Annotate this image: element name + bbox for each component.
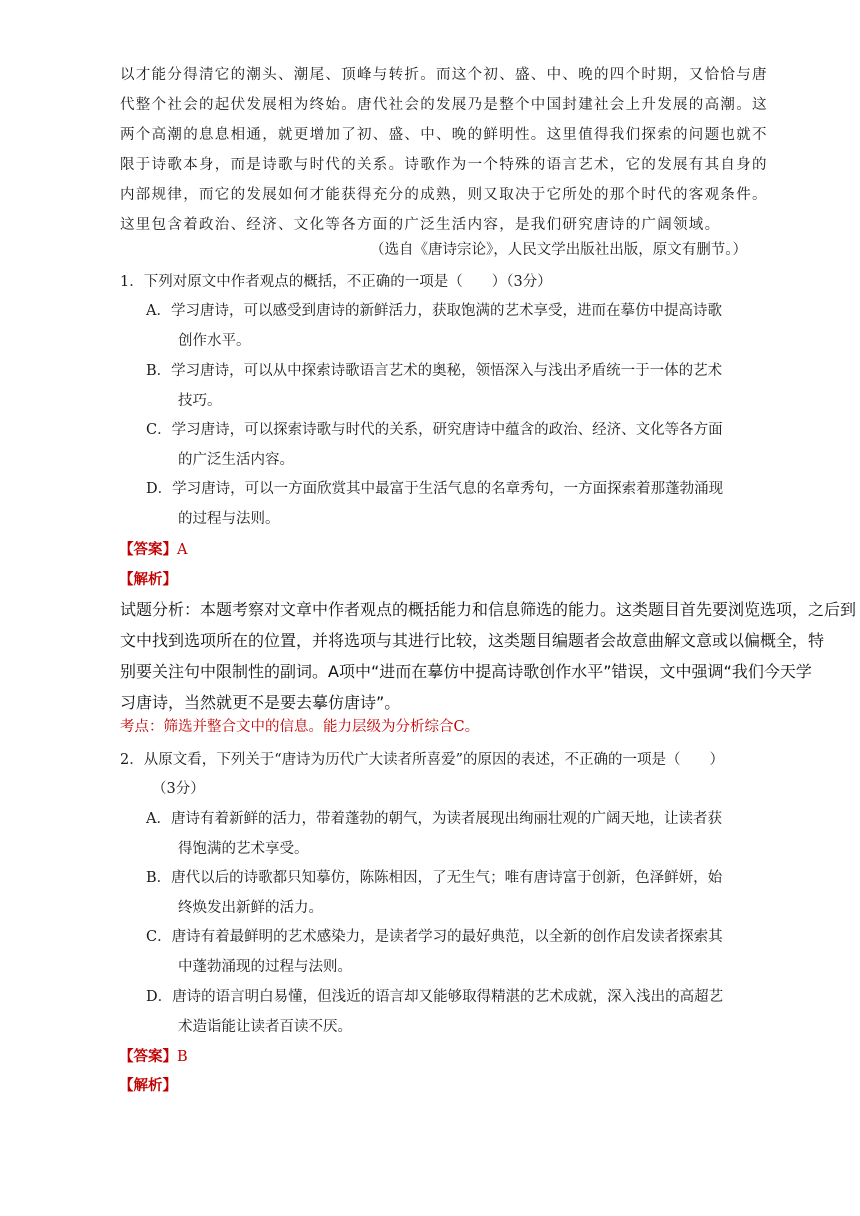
q1-option-d (146, 474, 756, 534)
q2-stem-line2: （3分） (152, 781, 205, 797)
passage-paragraph (120, 60, 768, 240)
option-text: B．唐代以后的诗歌都只知摹仿，陈陈相因，了无生气；唯有唐诗富于创新，色泽鲜妍，始 (146, 870, 723, 886)
option-text: A．唐诗有着新鲜的活力，带着蓬勃的朝气，为读者展现出绚丽壮观的广阔天地，让读者获 (146, 811, 722, 827)
q2-option-a (146, 804, 756, 864)
passage-line: 两个高潮的息息相通，就更增加了初、盛、中、晚的鲜明性。这里值得我们探索的问题也就不 (120, 127, 768, 143)
answer-value: B (177, 1049, 188, 1065)
answer-label: 【答案】 (119, 1048, 177, 1065)
q1-analysis-text (120, 594, 857, 718)
q1-answer (119, 538, 187, 559)
option-text-cont: 终焕发出新鲜的活力。 (178, 900, 323, 916)
option-text-cont: 中蓬勃涌现的过程与法则。 (178, 959, 352, 975)
q2-option-d (146, 982, 756, 1042)
passage-line: 内部规律，而它的发展如何才能获得充分的成熟，则又取决于它所处的那个时代的客观条件。 (120, 187, 768, 203)
passage-line: 这里包含着政治、经济、文化等各方面的广泛生活内容，是我们研究唐诗的广阔领域。 (120, 217, 721, 233)
analysis-line: 习唐诗，当然就更不是要去摹仿唐诗”。 (120, 693, 401, 712)
option-text-cont: 得饱满的艺术享受。 (178, 841, 309, 857)
passage-line: 以才能分得清它的潮头、潮尾、顶峰与转折。而这个初、盛、中、晚的四个时期，又恰恰与唐 (120, 67, 768, 83)
passage-line: 代整个社会的起伏发展相为终始。唐代社会的发展乃是整个中国封建社会上升发展的高潮。这 (120, 97, 768, 113)
analysis-line: 试题分析：本题考察对文章中作者观点的概括能力和信息筛选的能力。这类题目首先要浏览选项，之后到 (120, 600, 857, 619)
q1-option-c (146, 415, 756, 475)
option-text-cont: 创作水平。 (178, 333, 251, 349)
option-text: A．学习唐诗，可以感受到唐诗的新鲜活力，获取饱满的艺术享受，进而在摹仿中提高诗歌 (146, 303, 722, 319)
q2-analysis-label: 【解析】 (119, 1077, 177, 1094)
option-text-cont: 的广泛生活内容。 (178, 452, 294, 468)
q1-kaodian: 考点：筛选并整合文中的信息。能力层级为分析综合C。 (120, 719, 480, 735)
q1-stem: 1．下列对原文中作者观点的概括，不正确的一项是（ ）（3分） (120, 274, 552, 290)
option-text: D．学习唐诗，可以一方面欣赏其中最富于生活气息的名章秀句，一方面探索着那蓬勃涌现 (146, 481, 724, 497)
q1-option-b (146, 356, 756, 416)
answer-label: 【答案】 (119, 541, 177, 558)
q1-analysis-label: 【解析】 (119, 571, 177, 588)
analysis-line: 别要关注句中限制性的副词。A项中“进而在摹仿中提高诗歌创作水平”错误，文中强调“我们今天学 (120, 662, 812, 681)
option-text-cont: 术造诣能让读者百读不厌。 (178, 1019, 352, 1035)
q2-option-b (146, 863, 756, 923)
answer-value: A (177, 542, 188, 558)
option-text-cont: 的过程与法则。 (178, 511, 280, 527)
analysis-line: 文中找到选项所在的位置，并将选项与其进行比较，这类题目编题者会故意曲解文意或以偏概全，特 (120, 631, 825, 650)
q2-option-c (146, 922, 756, 982)
q2-answer (119, 1045, 188, 1066)
passage-line: 限于诗歌本身，而是诗歌与时代的关系。诗歌作为一个特殊的语言艺术，它的发展有其自身的 (120, 157, 768, 173)
option-text: C．唐诗有着最鲜明的艺术感染力，是读者学习的最好典范，以全新的创作启发读者探索其 (146, 929, 723, 945)
q1-option-a (146, 296, 756, 356)
option-text: D．唐诗的语言明白易懂，但浅近的语言却又能够取得精湛的艺术成就，深入浅出的高超艺 (146, 989, 724, 1005)
passage-source: （选自《唐诗宗论》，人民文学出版社出版，原文有删节。） (370, 242, 747, 258)
option-text: C．学习唐诗，可以探索诗歌与时代的关系，研究唐诗中蕴含的政治、经济、文化等各方面 (146, 422, 723, 438)
option-text: B．学习唐诗，可以从中探索诗歌语言艺术的奥秘，领悟深入与浅出矛盾统一于一体的艺术 (146, 363, 723, 379)
q2-stem-line1: 2．从原文看，下列关于“唐诗为历代广大读者所喜爱”的原因的表述，不正确的一项是（ ） (120, 752, 725, 768)
option-text-cont: 技巧。 (178, 393, 222, 409)
